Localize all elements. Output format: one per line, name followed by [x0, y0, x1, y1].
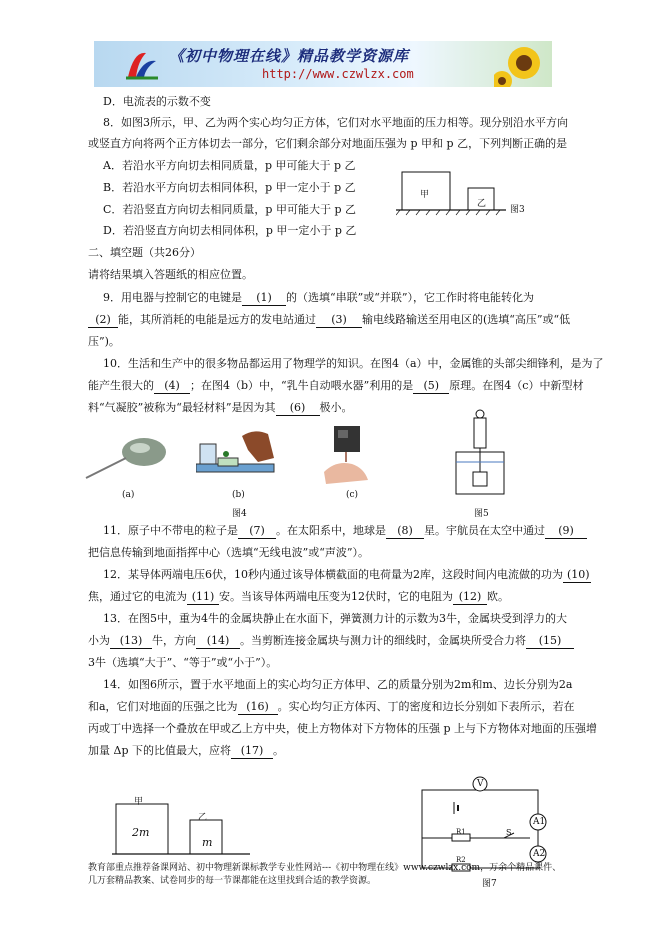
figure-4a-awl	[82, 432, 174, 484]
figure-5-spring-scale	[450, 408, 512, 498]
fig5-caption: 图5	[474, 509, 489, 519]
blank-8: (8)	[386, 524, 424, 539]
blank-15: (15)	[526, 634, 574, 649]
q10-line-3: 料“气凝胶”被称为“最轻材料”是因为其 (6) 极小。	[88, 401, 353, 414]
section-2-heading: 二、填空题（共26分）	[88, 246, 201, 259]
q13-line-2: 小为 (13) 牛，方向 (14) 。当剪断连接金属块与测力计的细线时，金属块所受合力将 (15)	[88, 634, 574, 649]
fig6-mass-jia: 2m	[132, 826, 150, 839]
footer-line-2: 几万套精品教案、试卷同步的每一节课都能在这里找到合适的教学资源。	[88, 876, 377, 886]
q9-line-1: 9．用电器与控制它的电键是 (1) 的（选填“串联”或“并联”），它工作时将电能转化为	[103, 291, 534, 304]
fig7-ammeter2-label: A2	[533, 849, 546, 859]
blank-12: (12)	[453, 590, 487, 605]
fig7-switch-label: S	[506, 828, 512, 837]
sunflower-icon	[494, 41, 552, 87]
q8-option-b: B．若沿水平方向切去相同体积，p 甲一定小于 p 乙	[103, 181, 356, 194]
footer-line-1: 教育部重点推荐备课网站、初中物理新课标教学专业性网站---《初中物理在线》www.czwlzx.com，万余个精品课件、	[88, 863, 562, 873]
fig4-caption: 图4	[232, 509, 247, 519]
blank-11: (11)	[187, 590, 219, 605]
figure-7-circuit	[418, 776, 552, 876]
q9-line-3: 压”)。	[88, 335, 120, 348]
blank-9: (9)	[545, 524, 587, 539]
blank-3: (3)	[316, 313, 362, 328]
section-2-note: 请将结果填入答题纸的相应位置。	[88, 268, 253, 281]
fig4a-label: (a)	[122, 490, 135, 500]
blank-2: (2)	[88, 313, 118, 328]
q9-line-2: (2) 能，其所消耗的电能是远方的发电站通过 (3) 输电线路输送至用电区的(选填“高压”或“低	[88, 313, 570, 328]
q10-line-1: 10．生活和生产中的很多物品都运用了物理学的知识。在图4（a）中，金属锥的头部尖细锋利，是为了	[103, 357, 604, 370]
banner-url: http://www.czwlzx.com	[262, 67, 414, 81]
q13-line-1: 13．在图5中，重为4牛的金属块静止在水面下，弹簧测力计的示数为3牛，金属块受到浮力的大	[103, 612, 567, 625]
fig7-voltmeter-label: V	[477, 779, 484, 789]
fig7-caption: 图7	[482, 879, 497, 889]
blank-17: (17)	[231, 744, 273, 759]
q11-line-1: 11．原子中不带电的粒子是 (7) 。在太阳系中，地球是 (8) 星。宇航员在太空中通过 (9)	[103, 524, 587, 539]
q8-stem-1: 8．如图3所示，甲、乙为两个实心均匀正方体，它们对水平地面的压力相等。现分别沿水平方向	[103, 116, 568, 129]
fig3-jia-label: 甲	[420, 190, 430, 200]
blank-10: (10)	[563, 568, 591, 583]
fig6-yi-label: 乙	[198, 813, 208, 823]
q8-option-c: C．若沿竖直方向切去相同质量，p 甲可能大于 p 乙	[103, 203, 356, 216]
header-banner	[94, 41, 552, 87]
q7-option-d: D．电流表的示数不变	[103, 95, 211, 108]
blank-7: (7)	[238, 524, 276, 539]
blank-1: (1)	[242, 291, 286, 306]
q12-line-1: 12．某导体两端电压6伏，10秒内通过该导体横截面的电荷量为2库，这段时间内电流做的功为 (10)	[103, 568, 590, 581]
fig4c-label: (c)	[346, 490, 359, 500]
q8-stem-2: 或竖直方向将两个正方体切去一部分，它们剩余部分对地面压强为 p 甲和 p 乙，下列判断正确的是	[88, 137, 568, 150]
fig7-r1-label: R1	[456, 828, 466, 836]
q13-line-3: 3牛（选填“大于”、“等于”或“小于”）。	[88, 656, 278, 669]
q14-line-3: 丙或丁中选择一个叠放在甲或乙上方中央，使上方物体对下方物体的压强 p 上与下方物体对地面的压强增	[88, 722, 598, 735]
q8-option-a: A．若沿水平方向切去相同质量，p 甲可能大于 p 乙	[103, 159, 356, 172]
fig6-jia-label: 甲	[134, 797, 144, 807]
figure-4c-aerogel	[322, 424, 370, 486]
blank-16: (16)	[238, 700, 278, 715]
q11-line-2: 把信息传输到地面指挥中心（选填“无线电波”或“声波”）。	[88, 546, 369, 559]
banner-title: 《初中物理在线》精品教学资源库	[169, 47, 410, 65]
fig7-ammeter1-label: A1	[533, 817, 546, 827]
q14-line-2: 和a，它们对地面的压强之比为 (16) 。实心均匀正方体丙、丁的密度和边长分别如下表所示，若在	[88, 700, 575, 713]
blank-6: (6)	[276, 401, 320, 416]
q8-option-d: D．若沿竖直方向切去相同体积，p 甲一定小于 p 乙	[103, 224, 357, 237]
logo-icon	[124, 47, 160, 81]
blank-14: (14)	[196, 634, 240, 649]
q14-line-1: 14．如图6所示，置于水平地面上的实心均匀正方体甲、乙的质量分别为2m和m、边长分别为2a	[103, 678, 573, 691]
figure-4b-cow-waterer	[196, 428, 278, 486]
fig4b-label: (b)	[232, 490, 245, 500]
footer	[88, 862, 588, 888]
blank-4: (4)	[154, 379, 190, 394]
q14-line-4: 加量 Δp 下的比值最大，应将 (17) 。	[88, 744, 284, 757]
blank-5: (5)	[413, 379, 449, 394]
q10-line-2: 能产生很大的 (4) ；在图4（b）中，“乳牛自动喂水器”利用的是 (5) 原理。在图4（c）中新型材	[88, 379, 584, 392]
fig7-r2-label: R2	[456, 856, 466, 864]
fig6-mass-yi: m	[202, 836, 213, 849]
q12-line-2: 焦，通过它的电流为 (11) 安。当该导体两端电压变为12伏时，它的电阻为 (12) 欧。	[88, 590, 509, 603]
fig3-caption: 图3	[510, 205, 525, 215]
blank-13: (13)	[110, 634, 152, 649]
fig3-yi-label: 乙	[477, 199, 487, 209]
